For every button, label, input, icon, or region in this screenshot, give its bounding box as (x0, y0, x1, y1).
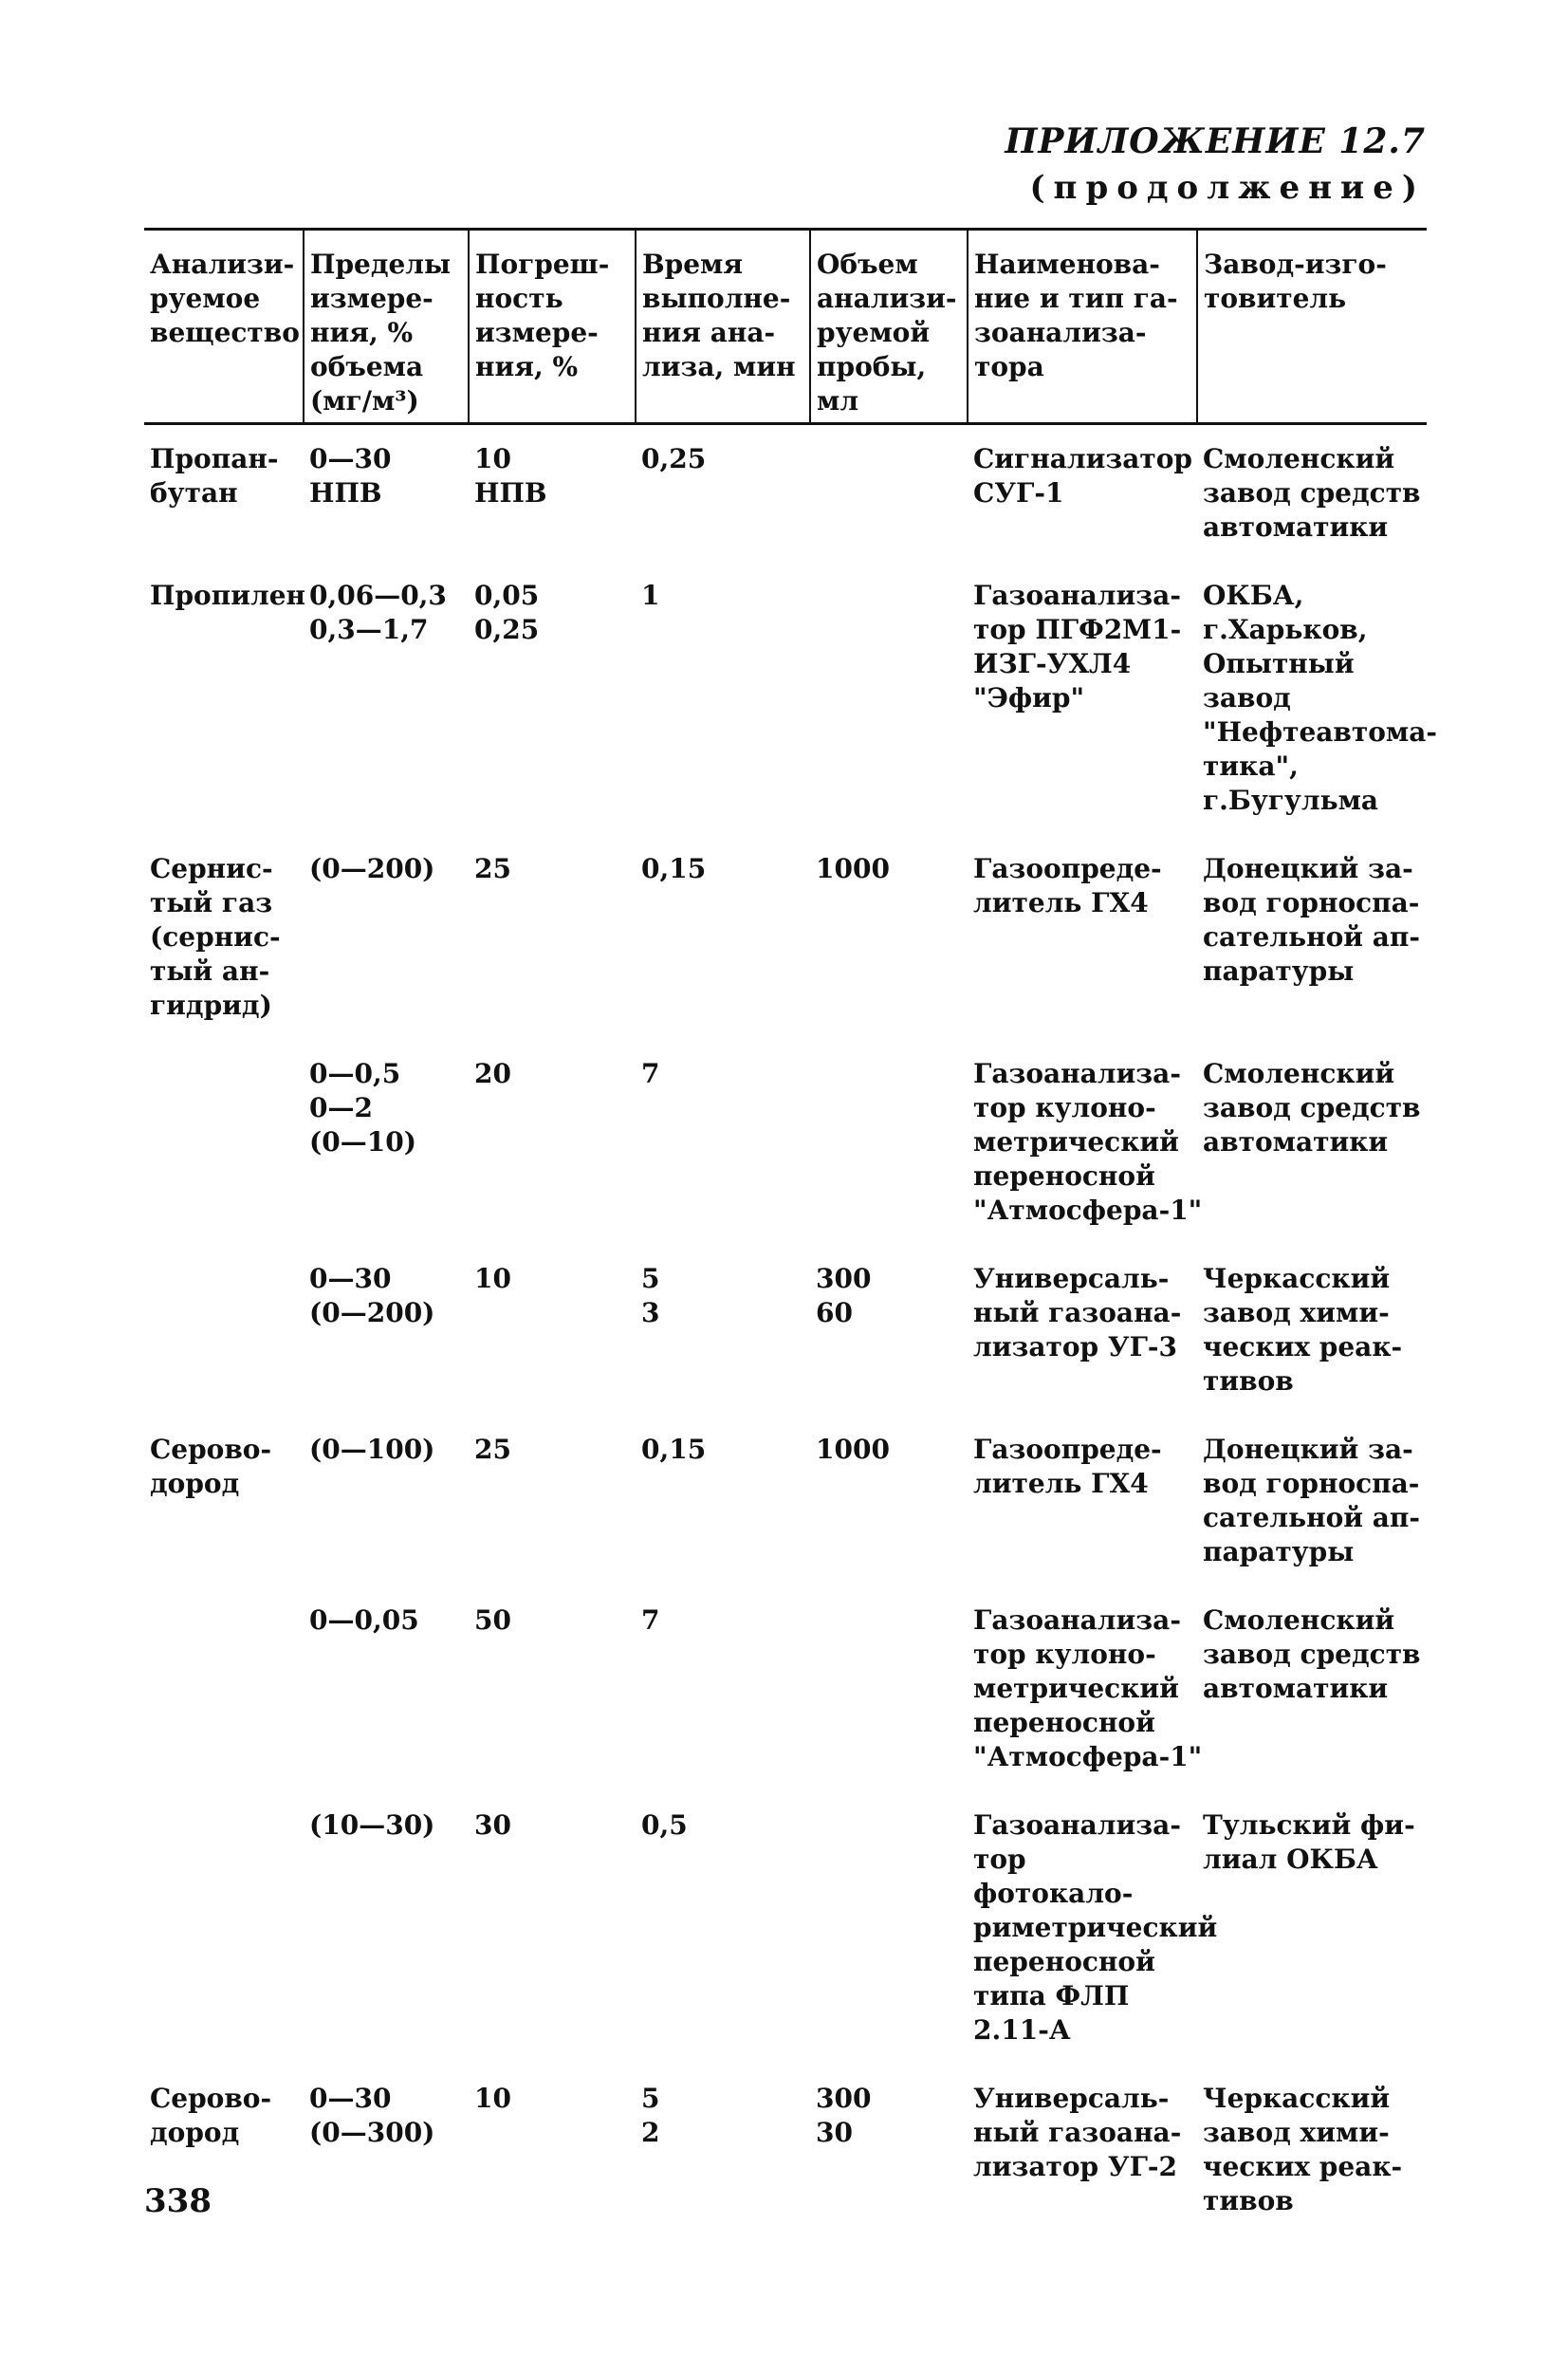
column-header-time: Время выполне- ния ана- лиза, мин (636, 230, 810, 424)
cell-analyzer: Универсаль- ный газоана- лизатор УГ-3 (973, 1263, 1182, 1362)
table-header-row (144, 230, 1427, 424)
cell-substance: Серово- дород (150, 2083, 272, 2148)
table-row (144, 1040, 1427, 1245)
cell-manufacturer: Смоленский завод средств автоматики (1203, 1058, 1421, 1158)
table-row (144, 1791, 1427, 2065)
cell-volume: 300 30 (816, 2083, 872, 2148)
cell-substance (144, 1586, 304, 1791)
cell-substance: Пропан- бутан (150, 443, 279, 509)
cell-manufacturer: Смоленский завод средств автоматики (1203, 1604, 1421, 1704)
cell-analyzer: Газоанализа- тор кулоно- метрический переносной "Атмосфера-1" (973, 1058, 1203, 1226)
cell-volume: 300 60 (816, 1263, 872, 1328)
cell-error: 25 (474, 853, 511, 884)
cell-time: 1 (641, 580, 660, 611)
appendix-title: ПРИЛОЖЕНИЕ 12.7 (1005, 121, 1426, 161)
cell-error: 10 (474, 1263, 511, 1294)
cell-range: 0—0,5 0—2 (0—10) (309, 1058, 416, 1158)
cell-substance: Пропилен (150, 580, 306, 611)
cell-error: 50 (474, 1604, 511, 1636)
cell-error: 0,05 0,25 (474, 580, 540, 645)
cell-volume (810, 562, 968, 835)
cell-time: 7 (641, 1058, 660, 1089)
cell-manufacturer: Черкасский завод хими- ческих реак- тивов (1203, 2083, 1403, 2216)
cell-time: 0,5 (641, 1809, 688, 1841)
cell-analyzer: Газоанализа- тор кулоно- метрический переносной "Атмосфера-1" (973, 1604, 1203, 1772)
cell-substance (144, 1245, 304, 1416)
page-number: 338 (144, 2182, 212, 2220)
cell-range: (0—200) (309, 853, 435, 884)
cell-range: 0—30 НПВ (309, 443, 392, 509)
cell-analyzer: Газоопреде- литель ГХ4 (973, 853, 1162, 918)
table-row (144, 835, 1427, 1040)
cell-range: 0—30 (0—200) (309, 1263, 435, 1328)
cell-volume: 1000 (816, 853, 890, 884)
cell-manufacturer: ОКБА, г.Харьков, Опытный завод "Нефтеавтома- тика", г.Бугульма (1203, 580, 1437, 816)
cell-substance: Серово- дород (150, 1434, 272, 1499)
table-row (144, 2065, 1427, 2235)
cell-manufacturer: Черкасский завод хими- ческих реак- тивов (1203, 1263, 1403, 1397)
column-header-substance: Анализи- руемое вещество (144, 230, 304, 424)
cell-error: 20 (474, 1058, 511, 1089)
cell-volume (810, 1791, 968, 2065)
cell-substance (144, 1040, 304, 1245)
cell-time: 0,15 (641, 1434, 707, 1465)
column-header-range: Пределы измере- ния, % объема (мг/м³) (304, 230, 469, 424)
cell-time: 7 (641, 1604, 660, 1636)
table-row (144, 424, 1427, 563)
cell-substance: Сернис- тый газ (сернис- тый ан- гидрид) (150, 853, 281, 1021)
cell-error: 30 (474, 1809, 511, 1841)
cell-range: (0—100) (309, 1434, 435, 1465)
cell-manufacturer: Донецкий за- вод горноспа- сательной ап- паратуры (1203, 853, 1421, 987)
cell-volume (810, 1586, 968, 1791)
cell-analyzer: Сигнализатор СУГ-1 (973, 443, 1192, 509)
column-header-volume: Объем анализи- руемой пробы, мл (810, 230, 968, 424)
cell-analyzer: Газоанализа- тор фотокало- риметрический переносной типа ФЛП 2.11-А (973, 1809, 1218, 2046)
cell-volume (810, 424, 968, 563)
cell-manufacturer: Смоленский завод средств автоматики (1203, 443, 1421, 543)
cell-range: 0—30 (0—300) (309, 2083, 435, 2148)
cell-analyzer: Газоанализа- тор ПГФ2М1- ИЗГ-УХЛ4 "Эфир" (973, 580, 1182, 714)
table-row (144, 1586, 1427, 1791)
cell-time: 5 3 (641, 1263, 660, 1328)
cell-error: 10 (474, 2083, 511, 2114)
cell-analyzer: Газоопреде- литель ГХ4 (973, 1434, 1162, 1499)
cell-volume: 1000 (816, 1434, 890, 1465)
table-row (144, 1416, 1427, 1586)
gas-analyzer-table (144, 228, 1437, 2235)
column-header-analyzer: Наименова- ние и тип га- зоанализа- тора (968, 230, 1197, 424)
continuation-label: (продолжение) (1029, 169, 1426, 207)
cell-manufacturer: Тульский фи- лиал ОКБА (1203, 1809, 1415, 1875)
cell-volume (810, 1040, 968, 1245)
column-header-manufacturer: Завод-изго- товитель (1197, 230, 1427, 424)
table-row (144, 562, 1427, 835)
cell-time: 5 2 (641, 2083, 660, 2148)
cell-error: 25 (474, 1434, 511, 1465)
cell-time: 0,25 (641, 443, 707, 474)
cell-time: 0,15 (641, 853, 707, 884)
cell-analyzer: Универсаль- ный газоана- лизатор УГ-2 (973, 2083, 1182, 2182)
column-header-error: Погреш- ность измере- ния, % (469, 230, 636, 424)
cell-substance (144, 1791, 304, 2065)
cell-manufacturer: Донецкий за- вод горноспа- сательной ап- паратуры (1203, 1434, 1421, 1567)
cell-range: 0—0,05 (309, 1604, 419, 1636)
cell-range: (10—30) (309, 1809, 435, 1841)
cell-range: 0,06—0,3 0,3—1,7 (309, 580, 447, 645)
table-row (144, 1245, 1427, 1416)
cell-error: 10 НПВ (474, 443, 547, 509)
